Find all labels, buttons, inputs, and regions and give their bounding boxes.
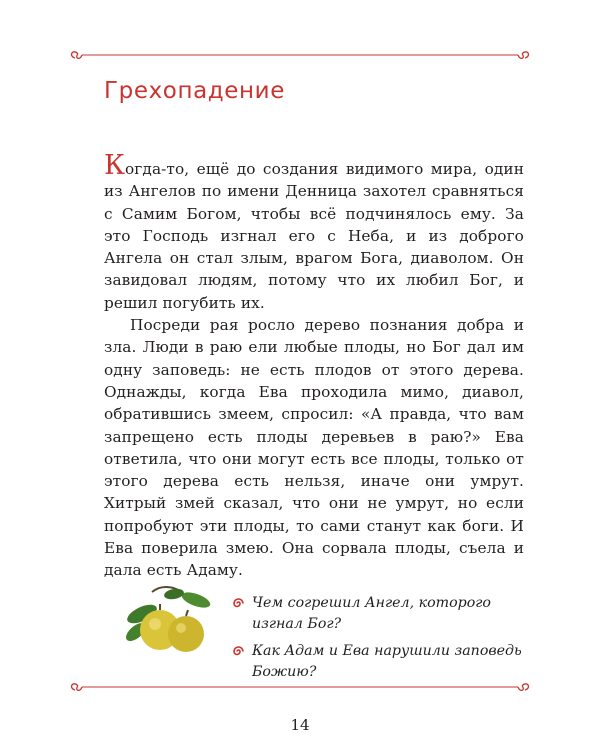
- question-1: [232, 593, 532, 635]
- question-1-text: Чем согрешил Ангел, которого изгнал Бог?: [252, 595, 491, 632]
- paragraph-2: Посреди рая росло дерево познания добра и зла. Люди в раю ели любые плоды, но Бог дал им одну заповедь: не есть плодов от этого дерева. Однажды, когда Ева проходила мимо, диавол, обратившись змеем, спросил: «А правда, что вам запрещено есть плоды деревьев в раю?» Ева ответила, что они могут есть все плоды, только от этого дерева есть нельзя, иначе они умрут. Хитрый змей сказал, что они не умрут, но если попробуют эти плоды, то сами станут как боги. И Ева поверила змею. Она сорвала плоды, съела и дала есть Адаму.: [104, 316, 524, 580]
- drop-cap: К: [104, 150, 125, 181]
- bottom-ornamental-rule: [70, 678, 530, 694]
- red-spiral-bullet-icon: [232, 645, 245, 658]
- story-text: [104, 150, 524, 582]
- bottom-rule-ornament-icon: [70, 678, 530, 694]
- top-ornamental-rule: [70, 46, 530, 62]
- question-2-text: Как Адам и Ева нарушили заповедь Божию?: [252, 643, 522, 680]
- question-2: [232, 641, 532, 683]
- page-title: Грехопадение: [104, 78, 285, 104]
- review-questions: [232, 593, 532, 689]
- quince-fruit-illustration-icon: [122, 584, 218, 660]
- red-spiral-bullet-icon: [232, 597, 245, 610]
- top-rule-ornament-icon: [70, 46, 530, 62]
- paragraph-1: [104, 150, 524, 314]
- paragraph-1-text: огда-то, ещё до создания видимого мира, один из Ангелов по имени Денница захотел сравняться с Самим Богом, чтобы всё подчинялось ему. За это Господь изгнал его с Неба, и из доброго Ангела он стал злым, врагом Бога, диаволом. Он завидовал людям, потому что их любил Бог, и решил погубить их.: [104, 160, 524, 312]
- page-number: 14: [290, 716, 310, 734]
